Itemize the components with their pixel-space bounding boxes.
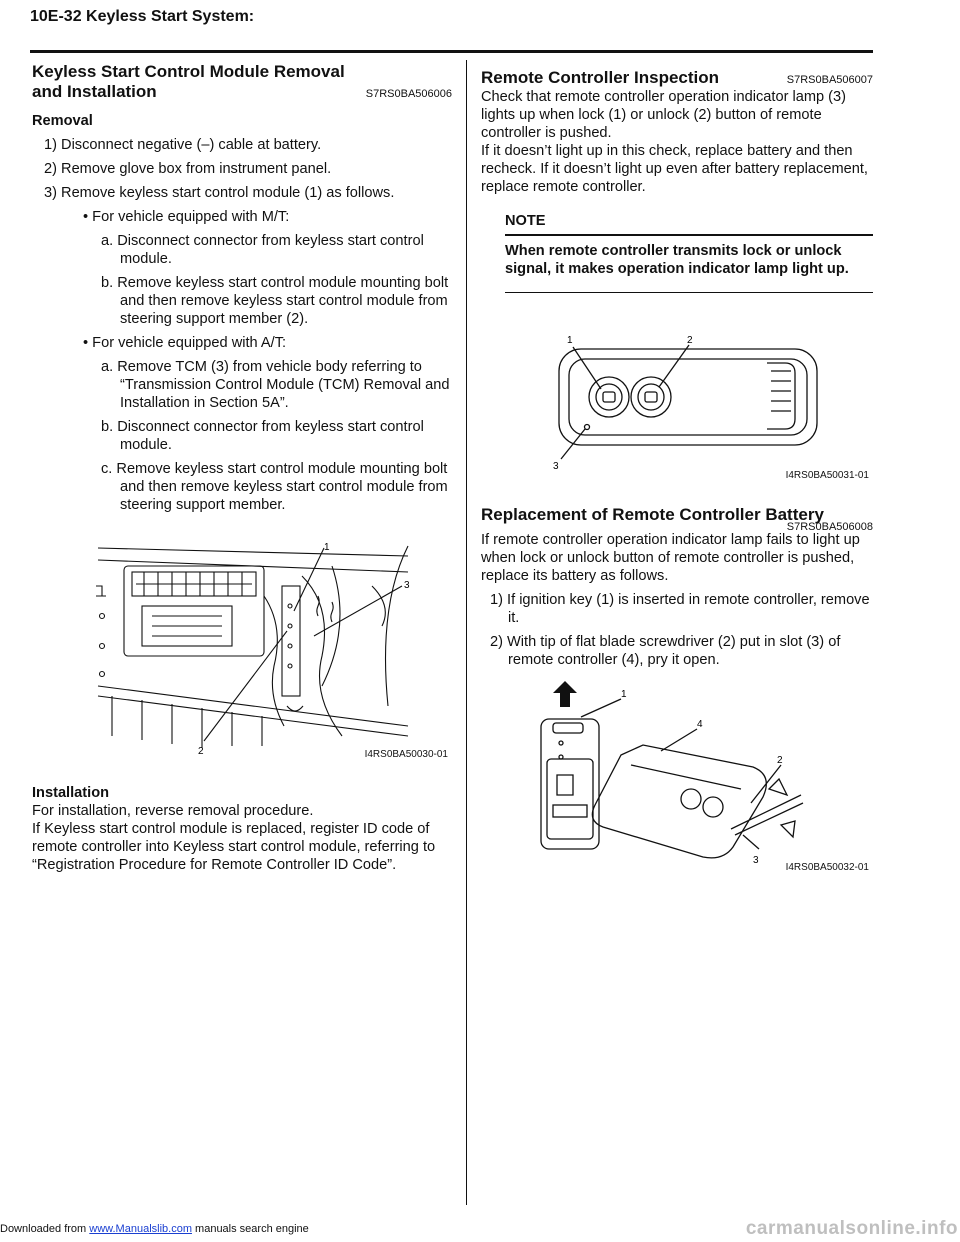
removal-step-2: 2) Remove glove box from instrument panel. [44,161,332,177]
figure-remote-inspection [481,307,873,487]
section-title-module [32,62,452,102]
mt-substep-b: b. Remove keyless start control module mounting bolt and then remove keyless start control module from steering support member (2). [101,275,449,327]
figure-code: I4RS0BA50031-01 [785,470,869,481]
mt-bullet: • For vehicle equipped with M/T: [83,209,290,225]
inspection-text-1: Check that remote controller operation indicator lamp (3) lights up when lock (1) or unlock (2) button of remote controller is pushed. [481,89,847,141]
section-title-inspection [481,68,873,88]
footer-suffix: manuals search engine [191,1223,309,1235]
figure3-callout-1: 1 [621,689,627,700]
figure3-callout-4: 4 [697,719,703,730]
figure-module-location [32,536,452,766]
note-rule [505,234,873,236]
figure3-callout-3: 3 [753,855,759,866]
figure2-callout-3: 3 [553,461,559,472]
watermark: carmanualsonline.info [745,1218,958,1239]
figure1-callout-1: 1 [324,542,330,553]
figure-module-drawing [32,536,452,766]
removal-heading: Removal [32,113,93,129]
figure-battery-replacement [481,679,873,879]
mt-substep-a: a. Disconnect connector from keyless start control module. [101,233,424,267]
battery-text: If remote controller operation indicator lamp fails to light up when lock or unlock button of remote controller is pushed, replace its battery as follows. [481,532,860,584]
note-end-rule [505,292,873,293]
footer [0,1223,309,1235]
page-header-title: 10E-32 Keyless Start System: [30,8,255,25]
section-title-text: Keyless Start Control Module Removal and Installation [32,62,345,101]
figure-code: I4RS0BA50032-01 [785,862,869,873]
installation-text: For installation, reverse removal procedure. [32,803,314,819]
figure2-callout-2: 2 [687,335,693,346]
section-code: S7RS0BA506006 [365,88,452,100]
battery-step-1: 1) If ignition key (1) is inserted in remote controller, remove it. [490,592,870,626]
column-divider [466,60,467,1205]
inspection-text-2: If it doesn’t light up in this check, replace battery and then recheck. If it doesn’t light up even after battery replacement, replace remote controller. [481,143,868,195]
note-text: When remote controller transmits lock or unlock signal, it makes operation indicator lamp light up. [505,243,849,277]
removal-step-3: 3) Remove keyless start control module (1) as follows. [44,185,395,201]
at-bullet: • For vehicle equipped with A/T: [83,335,287,351]
footer-prefix: Downloaded from [0,1223,90,1235]
at-substep-a: a. Remove TCM (3) from vehicle body referring to “Transmission Control Module (TCM) Removal and Installation in Section 5A”. [101,359,450,411]
figure-code: I4RS0BA50030-01 [364,749,448,760]
note-label: NOTE [505,213,546,229]
note-box [481,212,873,293]
battery-step-2: 2) With tip of flat blade screwdriver (2) put in slot (3) of remote controller (4), pry it open. [490,634,841,668]
installation-heading: Installation [32,785,110,801]
removal-step-1: 1) Disconnect negative (–) cable at battery. [44,137,322,153]
at-substep-b: b. Disconnect connector from keyless start control module. [101,419,424,453]
inspection-title-text: Remote Controller Inspection [481,68,720,87]
header-rule [30,50,873,53]
figure3-callout-2: 2 [777,755,783,766]
battery-code: S7RS0BA506008 [786,521,873,533]
inspection-code: S7RS0BA506007 [786,74,873,86]
figure-battery-drawing [481,679,873,879]
at-substep-c: c. Remove keyless start control module mounting bolt and then remove keyless start control module from steering support member. [101,461,448,513]
figure1-callout-3: 3 [404,580,410,591]
footer-link[interactable]: www.Manualslib.com [89,1223,192,1235]
figure2-callout-1: 1 [567,335,573,346]
right-column [481,68,873,879]
left-column [32,62,452,874]
installation-text-2: If Keyless start control module is replaced, register ID code of remote controller into Keyless start control module, referring to “Registration Procedure for Remote Controller ID Code”. [32,821,436,873]
section-title-battery [481,505,873,533]
figure1-callout-2: 2 [198,746,204,757]
figure-remote-drawing [481,307,873,487]
battery-title-text: Replacement of Remote Controller Battery [481,505,824,524]
